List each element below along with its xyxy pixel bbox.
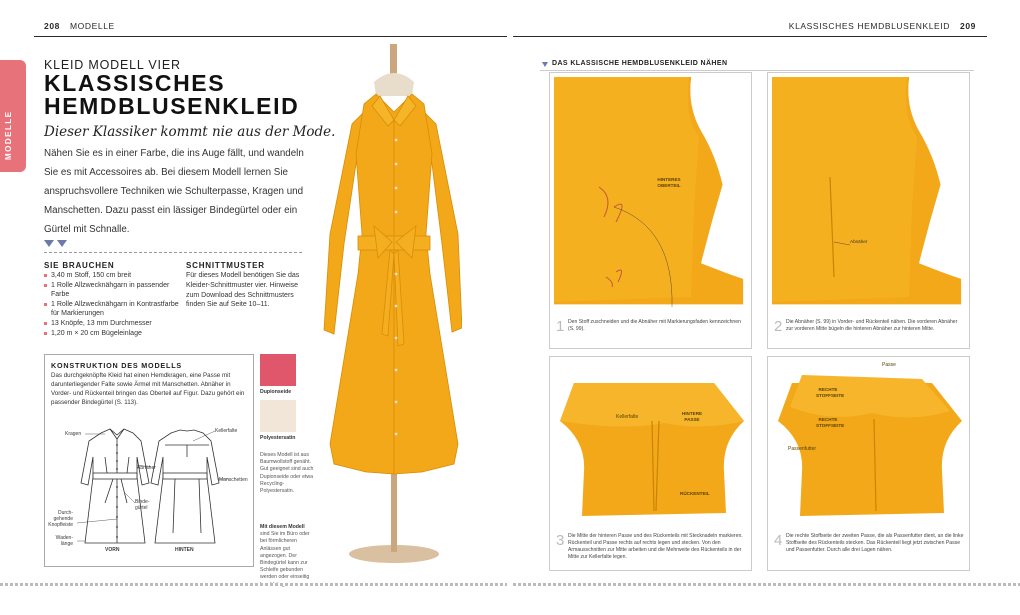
label-kragen: Kragen xyxy=(65,431,82,437)
step-2-photo xyxy=(772,77,965,309)
step-3-label: HINTERE PASSE xyxy=(681,411,703,422)
step-3-photo xyxy=(554,361,747,529)
section-divider xyxy=(44,252,302,253)
step-4-label: RECHTE STOFFSEITE xyxy=(816,417,845,428)
flat-sketch-diagram xyxy=(45,423,253,563)
usage-note-text: sind Sie im Büro oder bei förmlicheren Anlässen gut angezogen. Der Bindegürtel kann zur Schleife gebunden werden oder einseitig xyxy=(260,531,310,581)
usage-note xyxy=(260,524,314,589)
label-hinten: HINTEN xyxy=(175,547,194,553)
model-eyebrow: KLEID MODELL VIER xyxy=(44,58,181,72)
step-4-panel xyxy=(767,356,970,571)
left-page-number: 208 xyxy=(44,21,60,31)
construction-text: Das durchgeknöpfte Kleid hat einen Hemdkragen, eine Passe mit darunterliegender Falte sowie Ärmel mit Manschetten. Abnäher in Vorder- und Rückenteil bringen das Oberteil auf Figur. Dazu gehört ein passender Bindegürtel (S. 113). xyxy=(51,372,245,406)
step-4-photo xyxy=(772,361,965,529)
triangle-marker-icon xyxy=(44,240,54,247)
step-1-panel xyxy=(549,72,752,349)
left-running-header xyxy=(44,21,115,31)
right-page-number: 209 xyxy=(960,21,976,31)
list-item: 3,40 m Stoff, 150 cm breit xyxy=(44,271,184,281)
label-abnaeher: Abnäher xyxy=(137,465,156,471)
label-knopfleiste: Durch- gehende Knopfleiste xyxy=(48,510,73,528)
section-tab-label: MODELLE xyxy=(4,110,13,160)
step-4-label: Passe xyxy=(882,362,896,368)
step-2-label: Abnäher xyxy=(850,239,868,244)
fabric-note: Dieses Modell ist aus Baumwollstoff genäht. Gut geeignet sind auch Dupionseide oder etwa Recycling-Polyestersatin. xyxy=(260,452,314,495)
construction-heading: KONSTRUKTION DES MODELLS xyxy=(51,361,183,370)
step-4-label: RECHTE STOFFSEITE xyxy=(816,387,845,398)
steps-heading-rule xyxy=(540,70,974,71)
label-kellerfalte: Kellerfalte xyxy=(215,428,238,434)
left-header-rule xyxy=(34,36,507,37)
list-item: 1,20 m × 20 cm Bügeleinlage xyxy=(44,329,184,339)
back-sketch xyxy=(151,430,219,543)
pattern-heading: SCHNITTMUSTER xyxy=(186,261,265,270)
step-2-panel xyxy=(767,72,970,349)
label-bindeguertel: Binde- gürtel xyxy=(135,499,150,511)
label-laenge: Waden- länge xyxy=(55,535,73,547)
step-text: Die rechte Stoffseite der zweiten Passe, die als Passenfutter dient, an die linke Stoffseite des Rückenteils stecken. Das Rückenteil liegt jetzt zwischen Passe und Passenfutter. Durch alle drei Lagen nähen. xyxy=(786,533,964,553)
step-text: Die Abnäher (S. 99) in Vorder- und Rückenteil nähen. Die vorderen Abnäher zur vorderen Mitte bügeln die hinteren Abnäher zur hinteren Mitte. xyxy=(786,319,958,332)
swatch-label: Dupionseide xyxy=(260,389,292,395)
left-section-name: MODELLE xyxy=(69,21,115,31)
list-item: 13 Knöpfe, 13 mm Durchmesser xyxy=(44,319,184,329)
section-tab[interactable] xyxy=(0,60,26,172)
step-number: 2 xyxy=(774,318,783,335)
dress-photo xyxy=(312,44,462,569)
right-header-rule xyxy=(513,36,987,37)
steps-heading: DAS KLASSISCHE HEMDBLUSENKLEID NÄHEN xyxy=(552,60,728,67)
title-line-1: KLASSISCHES xyxy=(44,70,226,96)
needs-list xyxy=(44,271,184,338)
right-section-name: KLASSISCHES HEMDBLUSENKLEID xyxy=(788,21,951,31)
step-number: 3 xyxy=(556,532,565,549)
subtitle: Dieser Klassiker kommt nie aus der Mode. xyxy=(44,124,336,140)
step-3-panel xyxy=(549,356,752,571)
usage-note-lead: Mit diesem Modell xyxy=(260,524,305,530)
right-footer-rule xyxy=(513,583,1020,586)
construction-box xyxy=(44,354,254,567)
step-text: Die Mitte der hinteren Passe und des Rückenteils mit Stecknadeln markieren. Rückenteil und Passe rechts auf rechts legen und stecken. Von den Armausschnitten zur Mitte arbeiten und die Mehrweite des Rückenteils in der Mitte zur Kellerfalte legen. xyxy=(568,533,743,560)
title-line-2: HEMDBLUSENKLEID xyxy=(44,93,300,119)
left-page xyxy=(0,0,507,615)
label-vorn: VORN xyxy=(105,547,120,553)
swatch-label: Polyestersatin xyxy=(260,435,296,441)
step-3-label: RÜCKENTEIL xyxy=(680,491,710,496)
list-item: 1 Rolle Allzwecknähgarn in passender Farbe xyxy=(44,281,184,300)
step-text: Den Stoff zuschneiden und die Abnäher mit Markierungsfaden kennzeichnen (S. 99). xyxy=(568,319,741,332)
step-1-label: HINTERES OBERTEIL xyxy=(657,177,681,188)
label-manschetten: Manschetten xyxy=(219,477,248,483)
pattern-text: Für dieses Modell benötigen Sie das Kleider-Schnittmuster vier. Hinweise zum Download des Schnittmusters finden Sie auf Seite 10–11. xyxy=(186,272,300,309)
step-4-label: Passenfutter xyxy=(788,446,817,452)
swatch-polyestersatin xyxy=(260,400,296,432)
triangle-marker-icon xyxy=(542,62,548,67)
step-1-photo xyxy=(554,77,747,309)
front-sketch xyxy=(81,429,149,543)
swatch-dupionseide xyxy=(260,354,296,386)
list-item: 1 Rolle Allzwecknähgarn in Kontrastfarbe für Markierungen xyxy=(44,300,184,319)
needs-heading: SIE BRAUCHEN xyxy=(44,261,115,270)
left-footer-rule xyxy=(0,583,507,586)
step-number: 1 xyxy=(556,318,565,335)
step-number: 4 xyxy=(774,532,783,549)
intro-paragraph: Nähen Sie es in einer Farbe, die ins Auge fällt, und wandeln Sie es mit Accessoires ab. Bei diesem Modell lernen Sie anspruchsvollere Techniken wie Schulterpasse, Kragen und Manschetten. Dazu passt ein lässiger Bindegürtel oder ein Gürtel mit Schnalle. xyxy=(44,148,304,235)
page-title xyxy=(44,72,324,118)
step-3-label: Kellerfalte xyxy=(616,414,639,420)
triangle-marker-icon xyxy=(57,240,67,247)
right-running-header xyxy=(789,21,976,31)
